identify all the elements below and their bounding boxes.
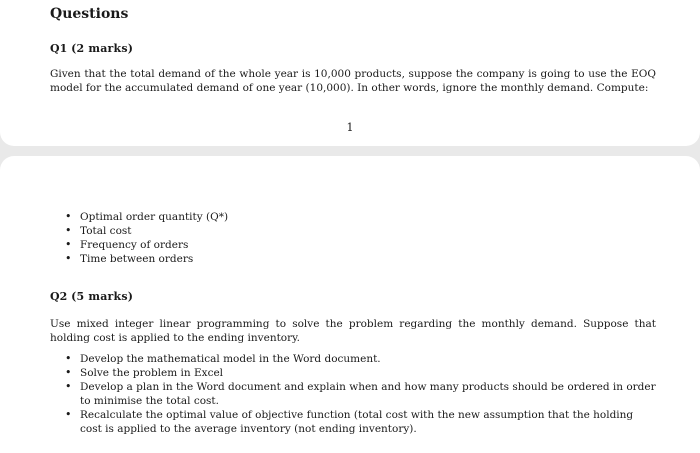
q1-text: Given that the total demand of the whole year is 10,000 products, suppose the company is going to use the EOQ model for the accumulated demand of one year (10,000). In other words, ignore the monthly demand. Compute: <box>50 68 656 94</box>
page-number: 1 <box>346 121 354 134</box>
q2-label: Q2 <box>50 290 68 303</box>
list-item: • Optimal order quantity (Q*) <box>65 210 229 223</box>
list-item: • Time between orders <box>65 252 194 265</box>
q2-text: Use mixed integer linear programming to solve the problem regarding the monthly demand. Suppose that holding cost is applied to the ending inventory. <box>50 318 656 344</box>
q1-marks: (2 marks) <box>71 42 134 55</box>
bullet-icon: • <box>65 408 72 421</box>
document-page-2 <box>0 156 700 453</box>
list-item: • Total cost <box>65 224 132 237</box>
list-item: • Frequency of orders <box>65 238 189 251</box>
bullet-icon: • <box>65 352 72 365</box>
list-item: • Develop the mathematical model in the Word document. <box>65 352 381 365</box>
bullet-icon: • <box>65 238 72 251</box>
section-heading: Questions <box>50 6 129 22</box>
bullet-icon: • <box>65 210 72 223</box>
bullet-icon: • <box>65 366 72 379</box>
document-page-1 <box>0 0 700 146</box>
bullet-icon: • <box>65 380 72 393</box>
q1-label: Q1 <box>50 42 68 55</box>
list-item: • Solve the problem in Excel <box>65 366 224 379</box>
q1-heading <box>50 42 133 55</box>
bullet-icon: • <box>65 252 72 265</box>
q2-item-list <box>64 352 658 436</box>
q1-item-list <box>64 210 658 266</box>
q2-marks: (5 marks) <box>71 290 134 303</box>
list-item: • Recalculate the optimal value of objective function (total cost with the new assumption that the holding cost is applied to the average inventory (not ending inventory). <box>65 408 634 435</box>
list-item: • Develop a plan in the Word document and explain when and how many products should be ordered in order to minimise the total cost. <box>65 380 656 407</box>
q2-heading <box>50 290 133 303</box>
bullet-icon: • <box>65 224 72 237</box>
